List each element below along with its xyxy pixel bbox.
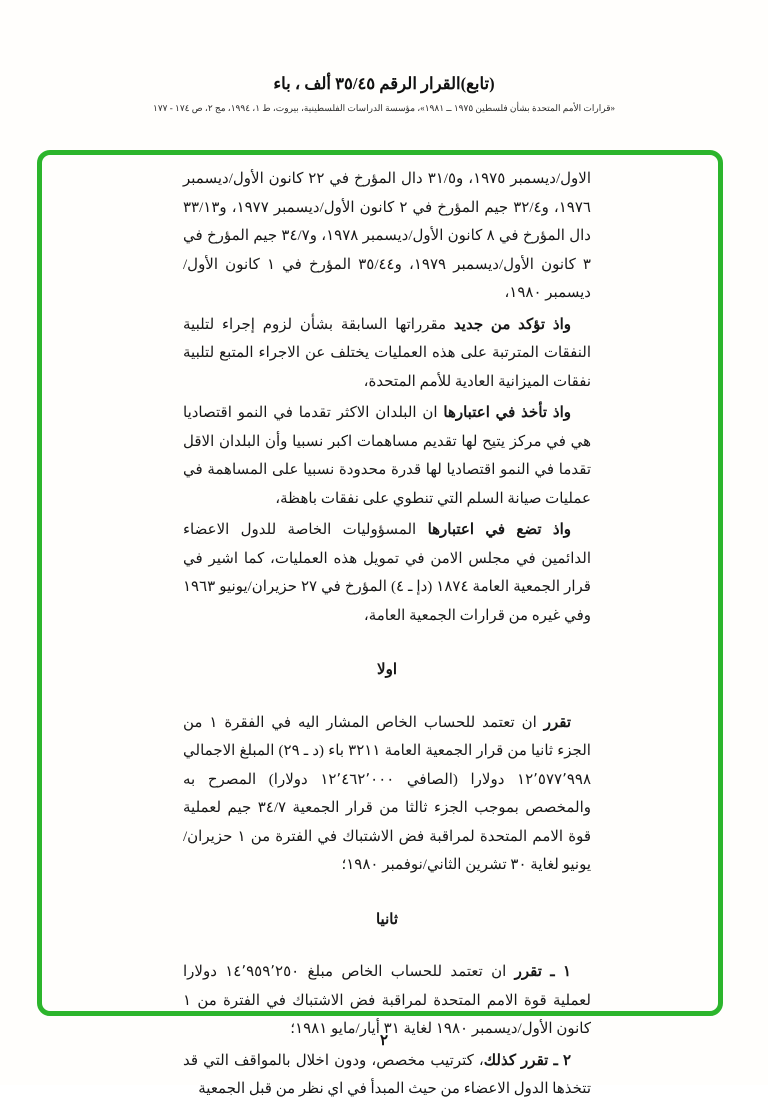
paragraph-lead: واذ تأخذ في اعتبارها — [443, 405, 571, 421]
paragraph-preambular-bears-in-mind — [183, 516, 591, 630]
section-heading-second: ثانيا — [375, 911, 399, 928]
paragraph-operative-item-2 — [183, 1047, 591, 1104]
section-heading-first: اولا — [377, 662, 397, 678]
paragraph-lead: تقرر — [543, 714, 572, 731]
paragraph-preambular-takes-into-account — [183, 399, 591, 513]
document-header — [0, 74, 768, 114]
highlight-border-box — [37, 150, 723, 1097]
paragraph-text: المسؤوليات الخاصة للدول الاعضاء الدائمين في مجلس الامن في تمويل هذه العمليات، كما اشير في قرار الجمعية العامة ١٨٧٤ (دإ ـ ٤) المؤرخ في ٢٧ حزيران/يونيو ١٩٦٣ وفي غيره من قرارات الجمعية العامة، — [183, 522, 591, 624]
paragraph-operative-first — [183, 709, 591, 880]
paragraph-text: الاول/ديسمبر ١٩٧٥، و٣١/٥ دال المؤرخ في ٢٢ كانون الأول/ديسمبر ١٩٧٦، و٣٢/٤ جيم المؤرخ في ٢ كانون الأول/ديسمبر ١٩٧٧، و٣٣/١٣ دال المؤرخ في ٨ كانون الأول/ديسمبر ١٩٧٨، و٣٤/٧ جيم المؤرخ في ٣ كانون الأول/ديسمبر ١٩٧٩، و٣٥/٤٤ المؤرخ في ١ كانون الأول/ديسمبر ١٩٨٠، — [183, 171, 591, 301]
paragraph-lead: ٢ ـ تقرر كذلك — [483, 1052, 571, 1069]
paragraph-lead: واذ تضع في اعتبارها — [427, 522, 571, 538]
paragraph-text: ان تعتمد للحساب الخاص مبلغ ١٤٬٩٥٩٬٢٥٠ دولارا لعملية قوة الامم المتحدة لمراقبة فض الاشتباك في الفترة من ١ كانون الأول/ديسمبر ١٩٨٠ لغاية ٣١ أيار/مايو ١٩٨١؛ — [183, 964, 591, 1037]
page-number: ٢ — [379, 1033, 389, 1049]
paragraph-text: ان البلدان الاكثر تقدما في النمو اقتصاديا هي في مركز يتيح لها تقديم مساهمات اكبر نسبيا وأن البلدان الاقل تقدما في النمو اقتصاديا لها قدرة محدودة نسبيا على المساهمة في عمليات صيانة السلم التي تنطوي على نفقات باهظة، — [183, 405, 591, 507]
resolution-title: (تابع)القرار الرقم ٣٥/٤٥ ألف ، باء — [273, 74, 495, 93]
paragraph-text: ان تعتمد للحساب الخاص المشار اليه في الفقرة ١ من الجزء ثانيا من قرار الجمعية العامة ٣٢١١ باء (د ـ ٢٩) المبلغ الاجمالي ١٢٬٥٧٧٬٩٩٨ دولارا (الصافي ١٢٬٤٦٢٬٠٠٠ دولارا) المصرح به والمخصص بموجب الجزء ثالثا من قرار الجمعية ٣٤/٧ جيم لعملية قوة الامم المتحدة لمراقبة فض الاشتباك في الفترة من ١ حزيران/يونيو لغاية ٣٠ تشرين الثاني/نوفمبر ١٩٨٠؛ — [183, 714, 592, 873]
resolution-body-text — [183, 165, 591, 1107]
source-citation: «قرارات الأمم المتحدة بشأن فلسطين ١٩٧٥ ــ ١٩٨١»، مؤسسة الدراسات الفلسطينية، بيروت، ط ١، ١٩٩٤، مج ٢، ص ١٧٤ - ١٧٧ — [152, 103, 615, 113]
paragraph-text: مقرراتها السابقة بشأن لزوم إجراء لتلبية النفقات المترتبة على هذه العمليات يختلف عن الاجراء المتبع لتلبية نفقات الميزانية العادية للأمم المتحدة، — [183, 316, 591, 390]
paragraph-preambular-reaffirm — [183, 311, 591, 397]
paragraph-lead: واذ تؤكد من جديد — [453, 316, 571, 333]
paragraph-continuation — [183, 165, 591, 308]
paragraph-text: ، كترتيب مخصص، ودون اخلال بالمواقف التي قد تتخذها الدول الاعضاء من حيث المبدأ في اي نظر من قبل الجمعية — [183, 1052, 591, 1097]
paragraph-lead: ١ ـ تقرر — [514, 964, 571, 980]
